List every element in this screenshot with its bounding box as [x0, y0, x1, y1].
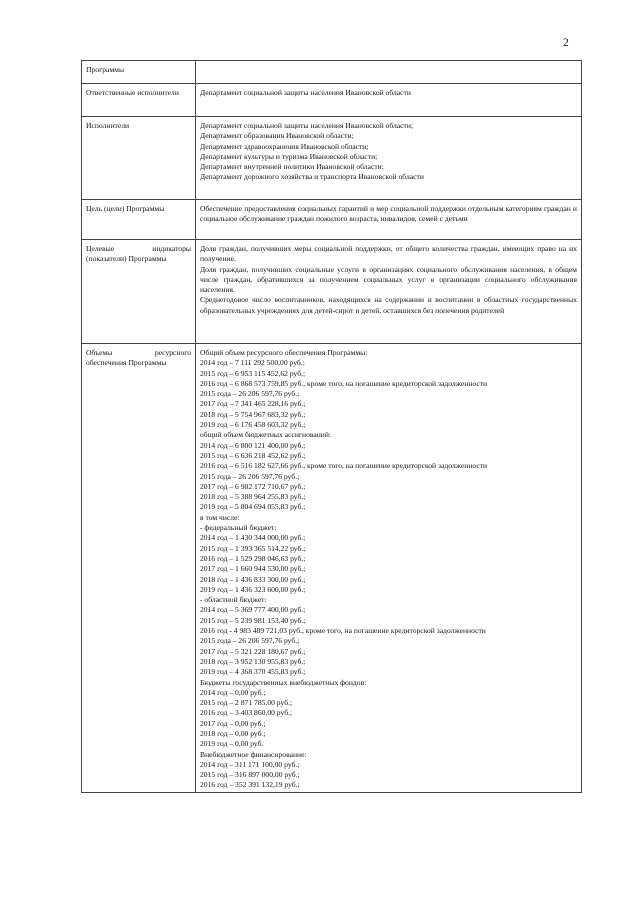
funding-line: 2015 года – 26 206 597,76 руб.; [200, 389, 300, 399]
row-label: Исполнители [82, 117, 196, 200]
funding-line: 2014 год – 0,00 руб.; [200, 687, 266, 697]
funding-line: 2018 год – 3 952 130 955,83 руб.; [200, 656, 306, 666]
funding-line: 2016 год – 6 516 182 627,66 руб., кроме того, на погашение кредиторской задолженности [200, 461, 488, 471]
funding-line: 2015 год – 1 393 365 514,22 руб.; [200, 543, 306, 553]
funding-line: 2017 год – 1 660 944 530,00 руб.; [200, 564, 306, 574]
page-number: 2 [563, 37, 569, 49]
funding-line: 2016 год – 6 868 573 759,85 руб., кроме того, на погашение кредиторской задолженности [200, 378, 488, 388]
row-label [82, 344, 196, 793]
funding-line: 2019 год – 1 436 323 600,00 руб.; [200, 584, 306, 594]
funding-line: 2016 год - 4 983 489 721,03 руб., кроме того, на погашение кредиторской задолженности [200, 626, 486, 636]
executor-line: Департамент образования Ивановской области; [200, 131, 354, 141]
table-row [82, 61, 582, 84]
table-row [82, 117, 582, 200]
funding-line: 2017 год – 6 982 172 710,67 руб.; [200, 481, 306, 491]
funding-line: 2019 год – 0,00 руб. [200, 739, 264, 749]
funding-line: 2018 год – 0,00 руб.; [200, 728, 266, 738]
funding-line: 2014 год – 6 800 121 400,00 руб.; [200, 440, 306, 450]
indicator-paragraph: Доля граждан, получивших меры социальной поддержки, от общего количества граждан, имеющих право на их получение. [200, 244, 577, 264]
funding-line: 2018 год – 5 388 964 255,83 руб.; [200, 492, 306, 502]
row-label: Цель (цели) Программы [82, 200, 196, 240]
row-label: Программы [82, 61, 196, 84]
funding-line: 2014 год – 7 111 292 500,00 руб.; [200, 358, 305, 368]
row-label [82, 240, 196, 344]
executor-line: Департамент здравоохранения Ивановской области; [200, 141, 369, 151]
row-value [196, 344, 582, 793]
row-value [196, 200, 582, 240]
funding-line: 2015 года – 26 206 597,76 руб.; [200, 471, 300, 481]
funding-line: Бюджеты государственных внебюджетных фондов: [200, 677, 367, 687]
row-label-line: Целевые индикаторы [86, 244, 191, 253]
funding-line: 2015 год – 5 239 981 153,40 руб.; [200, 615, 306, 625]
row-label: Ответственные исполнители [82, 84, 196, 117]
funding-line: 2014 год – 5 369 777 400,00 руб.; [200, 605, 306, 615]
row-value: Департамент социальной защиты населения Ивановской области [196, 84, 582, 117]
row-label-line: Объемы ресурсного [86, 348, 191, 357]
row-value [196, 240, 582, 344]
funding-line: 2019 год – 5 804 694 055,83 руб.; [200, 502, 306, 512]
table-row [82, 84, 582, 117]
executor-line: Департамент дорожного хозяйства и транспорта Ивановской области [200, 172, 424, 182]
funding-line: 2016 год – 1 529 298 046,63 руб.; [200, 553, 306, 563]
indicator-paragraph: Доля граждан, получивших социальные услуги в организациях социального обслуживания населения, в общем числе граждан, обратившихся за получением социальных услуг в организации социального обслуживания населения. [200, 264, 577, 295]
indicator-paragraph: Среднегодовое число воспитанников, находящихся на содержании и воспитании в областных государственных образовательных учреждениях для детей-сирот и детей, оставшихся без попечения родителей [200, 295, 577, 315]
funding-line: 2017 год – 5 321 228 180,67 руб.; [200, 646, 306, 656]
funding-line: 2014 год – 1 430 344 000,00 руб.; [200, 533, 306, 543]
funding-line: Внебюджетное финансирование: [200, 749, 307, 759]
funding-line: в том числе: [200, 512, 240, 522]
executor-line: Департамент социальной защиты населения Ивановской области; [200, 121, 414, 130]
funding-line: 2019 год – 4 368 370 455,83 руб.; [200, 667, 306, 677]
funding-line: 2017 год – 7 341 465 228,16 руб.; [200, 399, 306, 409]
funding-line: 2018 год – 1 436 833 300,00 руб.; [200, 574, 306, 584]
funding-line: 2016 год – 352 391 132,19 руб.; [200, 780, 300, 790]
funding-line: - федеральный бюджет: [200, 523, 277, 533]
table-row [82, 344, 582, 793]
row-label-line: обеспечения Программы [86, 358, 167, 368]
funding-line: общий объем бюджетных ассигнований: [200, 430, 332, 440]
funding-line: - областной бюджет: [200, 595, 267, 605]
table-row [82, 200, 582, 240]
funding-line: 2016 год – 3 403 860,00 руб.; [200, 708, 293, 718]
goal-text: Обеспечение предоставления социальных гарантий и мер социальной поддержки отдельным категориям граждан и социальное обслуживание граждан пожилого возраста, инвалидов, семей с детьми [200, 204, 577, 224]
funding-line: 2019 год – 6 176 458 603,32 руб.; [200, 420, 306, 430]
executor-line: Департамент культуры и туризма Ивановской области; [200, 151, 378, 161]
row-value [196, 117, 582, 200]
funding-line: 2015 года – 26 206 597,76 руб.; [200, 636, 300, 646]
funding-line: Общий объем ресурсного обеспечения Программы: [200, 348, 368, 357]
funding-line: 2015 год – 316 897 000,00 руб.; [200, 770, 300, 780]
funding-line: 2014 год – 311 171 100,00 руб.; [200, 759, 300, 769]
row-value [196, 61, 582, 84]
funding-line: 2018 год – 5 754 967 683,32 руб.; [200, 409, 306, 419]
funding-line: 2017 год – 0,00 руб.; [200, 718, 266, 728]
program-passport-table [81, 60, 582, 793]
row-label-line: (показатели) Программы [86, 254, 167, 264]
funding-line: 2015 год – 6 636 218 452,62 руб.; [200, 450, 306, 460]
table-row [82, 240, 582, 344]
funding-line: 2015 год – 2 871 785,00 руб.; [200, 698, 293, 708]
funding-line: 2015 год – 6 953 115 452,62 руб.; [200, 368, 306, 378]
executor-line: Департамент внутренней политики Ивановской области; [200, 162, 384, 172]
